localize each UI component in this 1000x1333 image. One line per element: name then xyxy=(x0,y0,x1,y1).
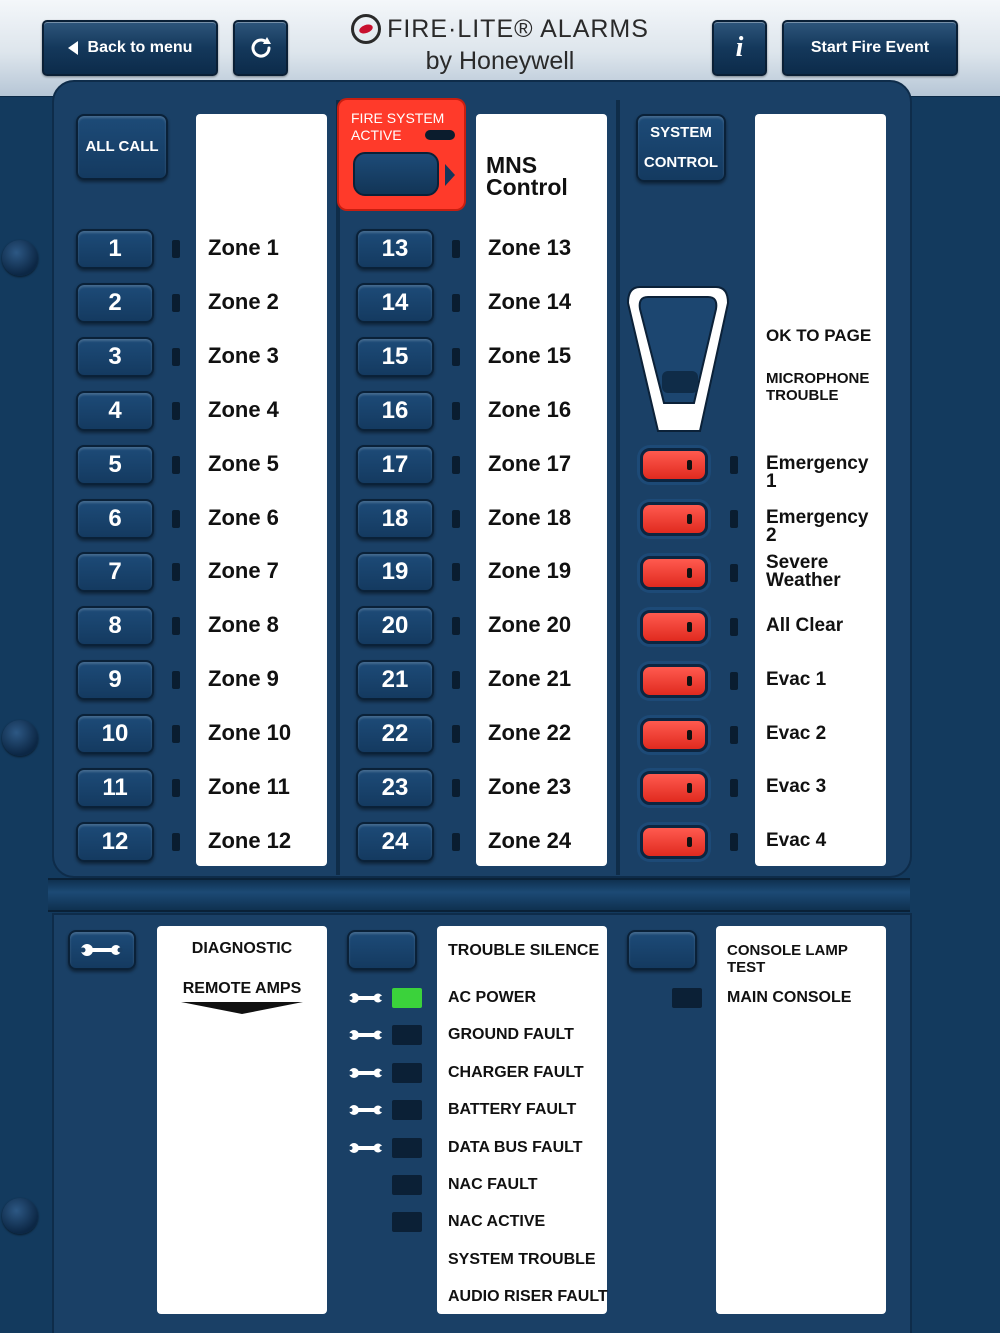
zone-button[interactable]: 24 xyxy=(356,822,434,862)
mic-label: MIC xyxy=(669,402,691,416)
console-card xyxy=(716,926,886,1314)
zone-led xyxy=(452,563,460,581)
control-label: CONTROL xyxy=(643,154,719,171)
zone-button[interactable]: 4 xyxy=(76,391,154,431)
zone-label: Zone 6 xyxy=(208,504,279,530)
fire-system-active-indicator xyxy=(339,100,464,209)
zone-label: Zone 23 xyxy=(488,774,572,799)
zone-label: Zone 24 xyxy=(488,827,572,853)
info-button[interactable] xyxy=(712,20,767,76)
status-led xyxy=(392,1175,422,1195)
message-button[interactable] xyxy=(640,502,708,536)
zone-led xyxy=(452,510,460,528)
zone-button[interactable]: 7 xyxy=(76,552,154,592)
message-button[interactable] xyxy=(640,664,708,698)
zone-button[interactable]: 10 xyxy=(76,714,154,754)
status-label: NAC FAULT xyxy=(448,1176,538,1193)
status-label: DATA BUS FAULT xyxy=(448,1138,583,1156)
zone-led xyxy=(172,456,180,474)
zone-led xyxy=(452,348,460,366)
zone-button[interactable]: 14 xyxy=(356,283,434,323)
status-label: SYSTEM TROUBLE xyxy=(448,1250,596,1268)
main-console-led xyxy=(672,988,702,1008)
zone-label: Zone 16 xyxy=(488,396,572,422)
zone-led xyxy=(452,779,460,797)
system-control-button[interactable] xyxy=(636,114,726,182)
message-button[interactable] xyxy=(640,556,708,590)
zone-button[interactable]: 12 xyxy=(76,822,154,862)
zone-label: Zone 21 xyxy=(488,666,572,692)
fire-system-active-label: FIRE SYSTEM ACTIVE xyxy=(351,110,445,143)
zone-label: Zone 10 xyxy=(208,720,292,746)
zone-led xyxy=(172,510,180,528)
zone-button[interactable]: 21 xyxy=(356,660,434,700)
zone-led xyxy=(172,779,180,797)
fire-lite-mark-icon xyxy=(351,14,381,44)
zone-led xyxy=(452,617,460,635)
status-label: AC POWER xyxy=(448,989,536,1006)
zone-led xyxy=(172,617,180,635)
trouble-silence-button[interactable] xyxy=(347,930,417,970)
back-arrow-icon xyxy=(68,41,78,55)
zone-button[interactable]: 1 xyxy=(76,229,154,269)
start-fire-event-button[interactable]: Start Fire Event xyxy=(782,20,958,76)
column-separator xyxy=(616,100,620,875)
zone-button[interactable]: 9 xyxy=(76,660,154,700)
message-led xyxy=(730,456,738,474)
wrench-icon xyxy=(348,1066,384,1080)
zone-label: Zone 13 xyxy=(488,235,572,260)
zone-label: Zone 18 xyxy=(488,504,572,530)
status-label: AUDIO RISER FAULT xyxy=(448,1288,608,1306)
zone-led xyxy=(452,456,460,474)
trouble-silence-label: TROUBLE SILENCE xyxy=(448,942,600,959)
logo-brand: FIRE·LITE® ALARMS xyxy=(387,14,649,43)
zone-label: Zone 15 xyxy=(488,342,572,368)
console-lamp-test-label: CONSOLE LAMP TEST xyxy=(727,942,848,976)
zone-button[interactable]: 2 xyxy=(76,283,154,323)
zone-button[interactable]: 20 xyxy=(356,606,434,646)
zone-button[interactable]: 8 xyxy=(76,606,154,646)
fire-lite-logo xyxy=(340,14,660,76)
message-button[interactable] xyxy=(640,825,708,859)
message-button[interactable] xyxy=(640,610,708,644)
zone-button[interactable]: 15 xyxy=(356,337,434,377)
zone-led xyxy=(172,402,180,420)
ac-power-led xyxy=(392,988,422,1008)
zone-label: Zone 17 xyxy=(488,450,572,476)
message-led xyxy=(730,672,738,690)
zone-label: Zone 8 xyxy=(208,612,279,638)
status-led xyxy=(392,1100,422,1120)
remote-amps-label: REMOTE AMPS xyxy=(182,980,302,997)
zone-button[interactable]: 3 xyxy=(76,337,154,377)
message-label: Evac 3 xyxy=(766,776,827,798)
zone-button[interactable]: 6 xyxy=(76,499,154,539)
message-button[interactable] xyxy=(640,448,708,482)
zone-card-1 xyxy=(196,114,327,866)
message-label: Evac 1 xyxy=(766,668,827,690)
zone-led xyxy=(452,402,460,420)
status-led xyxy=(392,1025,422,1045)
zone-button[interactable]: 13 xyxy=(356,229,434,269)
wrench-icon xyxy=(348,1141,384,1155)
zone-button[interactable]: 23 xyxy=(356,768,434,808)
zone-button[interactable]: 17 xyxy=(356,445,434,485)
rivet xyxy=(2,1198,38,1234)
console-lamp-test-button[interactable] xyxy=(627,930,697,970)
diagnostic-card xyxy=(157,926,327,1314)
logo-subtitle: by Honeywell xyxy=(425,47,575,75)
status-label: NAC ACTIVE xyxy=(448,1213,546,1231)
refresh-button[interactable] xyxy=(233,20,288,76)
zone-led xyxy=(452,240,460,258)
panel-divider xyxy=(48,878,910,912)
zone-label: Zone 4 xyxy=(208,396,279,422)
microphone[interactable] xyxy=(626,285,730,435)
ok-to-page-label: OK TO PAGE xyxy=(766,326,872,345)
microphone-trouble-label: MICROPHONE TROUBLE xyxy=(766,370,870,404)
zone-button[interactable]: 18 xyxy=(356,499,434,539)
status-label: CHARGER FAULT xyxy=(448,1063,584,1081)
diagnostic-button[interactable] xyxy=(68,930,136,970)
zone-label: Zone 9 xyxy=(208,666,279,692)
zone-button[interactable]: 19 xyxy=(356,552,434,592)
message-led xyxy=(730,726,738,744)
zone-led xyxy=(172,833,180,851)
zone-led xyxy=(172,348,180,366)
column-separator xyxy=(336,100,340,875)
wrench-icon xyxy=(348,1103,384,1117)
message-label: Evac 2 xyxy=(766,722,827,744)
zone-led xyxy=(452,833,460,851)
zone-label: Zone 2 xyxy=(208,288,279,314)
zone-card-2 xyxy=(476,114,607,866)
mns-control-label: MNS Control xyxy=(486,152,568,200)
fire-active-arrow-icon xyxy=(445,164,455,186)
zone-label: Zone 11 xyxy=(208,774,290,799)
message-led xyxy=(730,618,738,636)
zone-label: Zone 3 xyxy=(208,342,279,368)
zone-label: Zone 22 xyxy=(488,720,572,746)
zone-led xyxy=(452,294,460,312)
zone-led xyxy=(172,725,180,743)
zone-button[interactable]: 11 xyxy=(76,768,154,808)
zone-button[interactable]: 22 xyxy=(356,714,434,754)
zone-label: Zone 19 xyxy=(488,558,572,584)
message-label: Emergency 1 xyxy=(766,453,869,492)
zone-led xyxy=(172,563,180,581)
fire-system-active-button[interactable] xyxy=(353,152,439,196)
status-label: BATTERY FAULT xyxy=(448,1101,577,1119)
zone-button[interactable]: 16 xyxy=(356,391,434,431)
all-call-button[interactable]: ALL CALL xyxy=(76,114,168,180)
zone-label: Zone 7 xyxy=(208,558,279,584)
zone-label: Zone 20 xyxy=(488,612,572,638)
message-button[interactable] xyxy=(640,718,708,752)
message-led xyxy=(730,779,738,797)
info-icon: i xyxy=(735,32,744,63)
zone-label: Zone 12 xyxy=(208,827,292,853)
message-button[interactable] xyxy=(640,771,708,805)
message-label: Emergency 2 xyxy=(766,506,869,546)
status-led xyxy=(392,1138,422,1158)
zone-label: Zone 1 xyxy=(208,235,279,260)
message-label: All Clear xyxy=(766,614,844,636)
main-console-label: MAIN CONSOLE xyxy=(727,989,852,1006)
zone-led xyxy=(452,725,460,743)
status-led xyxy=(392,1212,422,1232)
zone-label: Zone 5 xyxy=(208,450,279,476)
back-to-menu-button[interactable] xyxy=(42,20,218,76)
rivet xyxy=(2,240,38,276)
fire-active-led xyxy=(425,130,455,140)
message-label: Severe Weather xyxy=(766,551,841,591)
wrench-icon xyxy=(348,991,384,1005)
back-to-menu-label: Back to menu xyxy=(87,39,193,56)
diagnostic-label: DIAGNOSTIC xyxy=(191,940,293,957)
wrench-icon xyxy=(80,942,124,958)
message-led xyxy=(730,510,738,528)
wrench-icon xyxy=(348,1028,384,1042)
rivet xyxy=(2,720,38,756)
message-led xyxy=(730,564,738,582)
expand-arrow-icon xyxy=(181,1002,303,1014)
zone-led xyxy=(172,294,180,312)
status-label: GROUND FAULT xyxy=(448,1026,574,1044)
zone-label: Zone 14 xyxy=(488,288,572,314)
message-label: Evac 4 xyxy=(766,830,827,852)
status-led xyxy=(392,1063,422,1083)
refresh-icon xyxy=(247,34,275,62)
zone-led xyxy=(452,671,460,689)
zone-led xyxy=(172,240,180,258)
zone-led xyxy=(172,671,180,689)
message-led xyxy=(730,833,738,851)
system-label: SYSTEM xyxy=(650,124,712,141)
zone-button[interactable]: 5 xyxy=(76,445,154,485)
